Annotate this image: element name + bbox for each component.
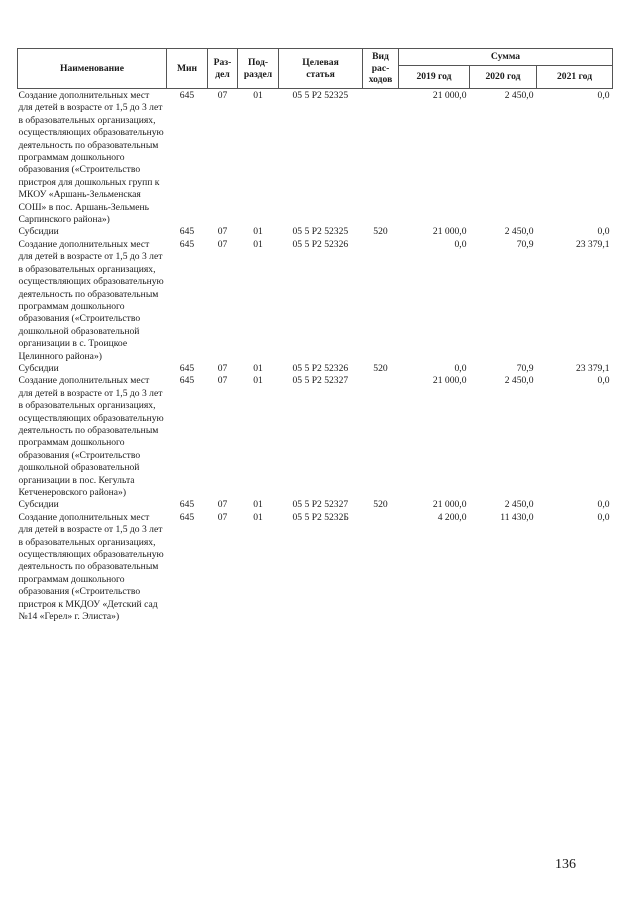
- header-podrazdel: Под- раздел: [238, 49, 279, 89]
- cell-name: Создание дополнительных мест для детей в возрасте от 1,5 до 3 лет в образовательных организациях, осуществляющих образовательную деятельность по образовательным программам дошкольного образования («Строительство пристроя к МКДОУ «Детский сад №14 «Герел» г. Элиста»): [18, 511, 164, 623]
- cell-vid: 520: [373, 362, 388, 374]
- cell-2019: 21 000,0: [432, 90, 467, 101]
- cell-2021: 0,0: [597, 226, 610, 238]
- cell-2019: 0,0: [454, 238, 467, 250]
- cell-2020: 2 450,0: [504, 499, 534, 511]
- cell-razdel: 07: [217, 238, 228, 250]
- cell-2019: 21 000,0: [432, 499, 467, 511]
- cell-celevaya: 05 5 P2 52327: [292, 499, 349, 511]
- table-row: [18, 512, 613, 624]
- header-name: Наименование: [18, 49, 167, 89]
- table-row: [18, 499, 613, 511]
- cell-podrazdel: 01: [253, 375, 263, 387]
- table-body: [18, 89, 613, 624]
- cell-min: 645: [179, 238, 195, 250]
- cell-name: Субсидии: [18, 226, 59, 238]
- cell-min: 645: [179, 511, 195, 523]
- budget-table: [17, 48, 613, 623]
- cell-min: 645: [179, 499, 195, 511]
- cell-celevaya: 05 5 P2 5232Б: [292, 511, 349, 523]
- page-number: 136: [555, 857, 576, 872]
- cell-celevaya: 05 5 P2 52327: [292, 375, 349, 387]
- cell-2019: 0,0: [454, 362, 467, 374]
- header-2019: 2019 год: [399, 66, 470, 89]
- cell-2019: 4 200,0: [437, 511, 467, 523]
- cell-2021: 0,0: [597, 499, 610, 511]
- cell-2020: 2 450,0: [504, 226, 534, 238]
- cell-2021: 23 379,1: [575, 238, 610, 250]
- table-row: [18, 226, 613, 238]
- cell-2019: 21 000,0: [432, 375, 467, 387]
- cell-min: 645: [179, 226, 195, 238]
- table-row: [18, 239, 613, 363]
- header-celevaya: Целевая статья: [279, 49, 363, 89]
- cell-vid: [363, 375, 399, 499]
- cell-podrazdel: 01: [253, 226, 263, 238]
- cell-vid: 520: [373, 226, 388, 238]
- cell-razdel: 07: [217, 362, 228, 374]
- cell-name: Субсидии: [18, 499, 59, 511]
- header-razdel: Раз- дел: [208, 49, 238, 89]
- cell-2019: 21 000,0: [432, 226, 467, 238]
- table-row: [18, 89, 613, 227]
- cell-name: Создание дополнительных мест для детей в возрасте от 1,5 до 3 лет в образовательных организациях, осуществляющих образовательную деятельность по образовательным программам дошкольного образования («Строительство дошкольной образовательной организации в пос. Кегульта Кетченеровского района»): [18, 375, 164, 498]
- cell-podrazdel: 01: [253, 90, 263, 101]
- cell-podrazdel: 01: [253, 511, 263, 523]
- table-header: [18, 49, 613, 89]
- cell-podrazdel: 01: [253, 499, 263, 511]
- cell-podrazdel: 01: [253, 362, 263, 374]
- cell-razdel: 07: [217, 375, 228, 387]
- cell-2020: 2 450,0: [504, 375, 534, 387]
- cell-podrazdel: 01: [253, 238, 263, 250]
- cell-2021: 0,0: [597, 90, 610, 101]
- table-row: [18, 363, 613, 375]
- cell-razdel: 07: [217, 499, 228, 511]
- cell-min: 645: [179, 362, 195, 374]
- cell-2021: 0,0: [597, 511, 610, 523]
- cell-razdel: 07: [217, 511, 228, 523]
- cell-name: Создание дополнительных мест для детей в возрасте от 1,5 до 3 лет в образовательных организациях, осуществляющих образовательную деятельность по образовательным программам дошкольного образования («Строительство пристроя для дошкольных групп к МКОУ «Аршань-Зельменская СОШ» в пос. Аршань-Зельмень Сарпинского района»): [18, 90, 164, 226]
- cell-celevaya: 05 5 P2 52325: [292, 90, 349, 101]
- cell-name: Создание дополнительных мест для детей в возрасте от 1,5 до 3 лет в образовательных организациях, осуществляющих образовательную деятельность по образовательным программам дошкольного образования («Строительство дошкольной образовательной организации в с. Троицкое Целинного района»): [18, 238, 164, 362]
- cell-razdel: 07: [217, 226, 228, 238]
- cell-celevaya: 05 5 P2 52326: [292, 362, 349, 374]
- cell-2021: 0,0: [597, 375, 610, 387]
- header-min: Мин: [167, 49, 208, 89]
- cell-name: Субсидии: [18, 362, 59, 374]
- cell-celevaya: 05 5 P2 52326: [292, 238, 349, 250]
- header-2021: 2021 год: [537, 66, 613, 89]
- header-2020: 2020 год: [470, 66, 537, 89]
- header-summa: Сумма: [399, 49, 613, 66]
- cell-2020: 2 450,0: [504, 90, 534, 101]
- header-vid: Вид рас- ходов: [363, 49, 399, 89]
- cell-vid: 520: [373, 499, 388, 511]
- cell-celevaya: 05 5 P2 52325: [292, 226, 349, 238]
- cell-min: 645: [179, 90, 195, 101]
- cell-razdel: 07: [217, 90, 228, 101]
- cell-vid: [363, 512, 399, 624]
- table-row: [18, 375, 613, 499]
- cell-vid: [363, 239, 399, 363]
- cell-2020: 11 430,0: [500, 511, 534, 523]
- cell-2021: 23 379,1: [575, 362, 610, 374]
- cell-2020: 70,9: [516, 362, 534, 374]
- cell-min: 645: [179, 375, 195, 387]
- cell-2020: 70,9: [516, 238, 534, 250]
- cell-vid: [363, 89, 399, 227]
